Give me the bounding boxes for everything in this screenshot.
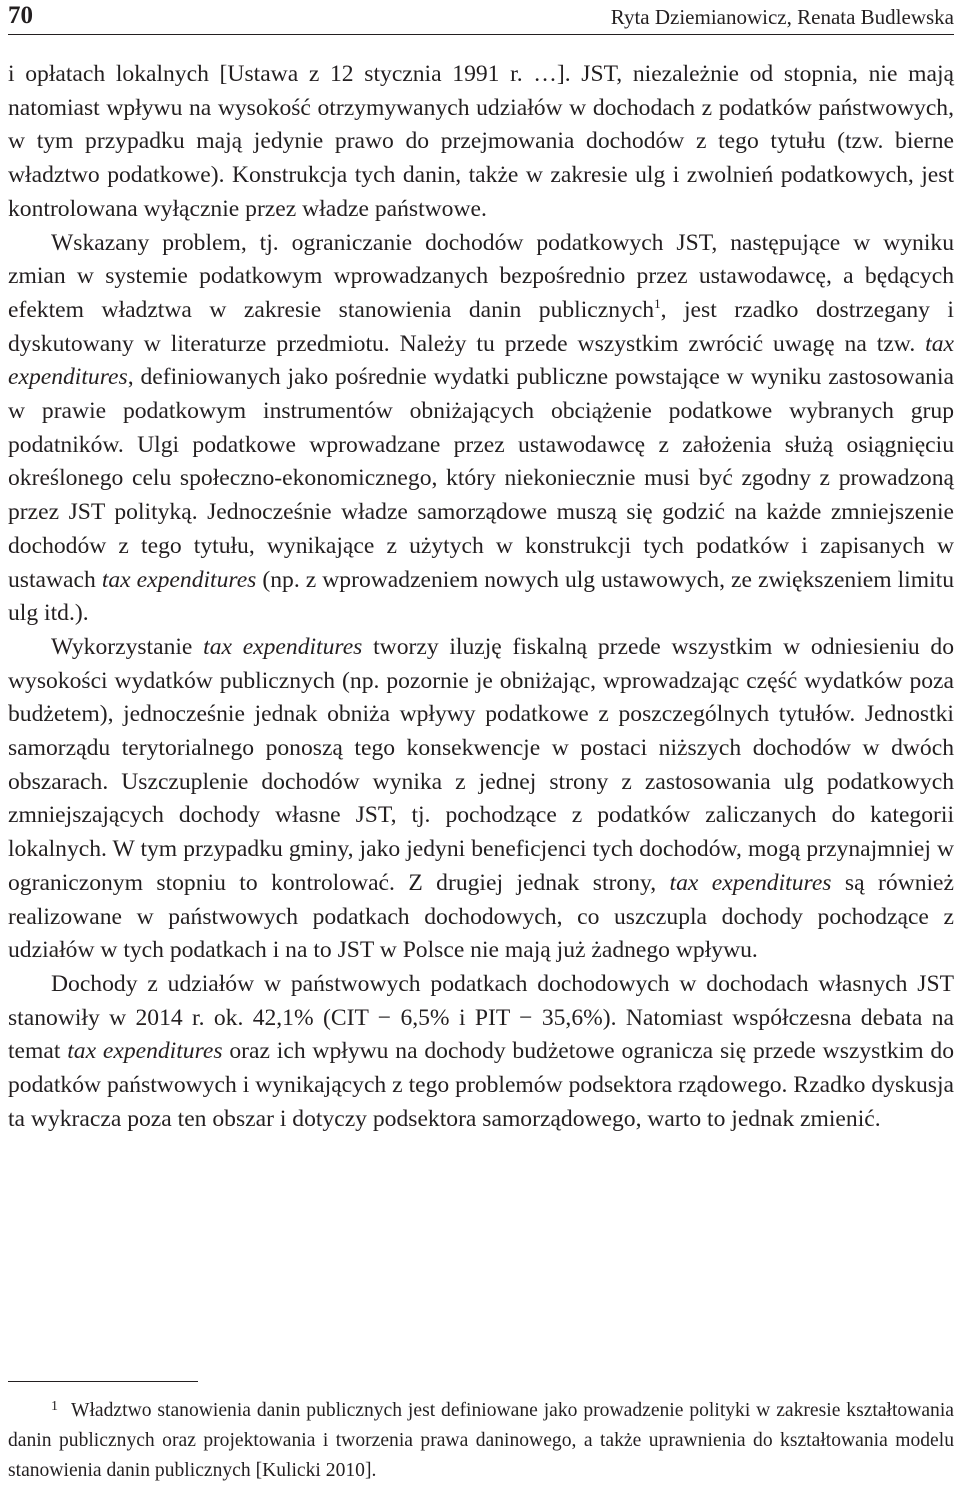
running-header	[8, 0, 954, 35]
italic-term: tax expenditures	[67, 1038, 223, 1065]
paragraph-4-text: Dochody z udziałów w państwowych podatkach dochodowych w dochodach własnych JST stanowiły w 2014 r. ok. 42,1% (CIT − 6,5% i PIT − 35,6%). Natomiast współczesna debata na temat	[8, 970, 954, 1065]
paragraph-3-text: są również realizowane w państwowych podatkach dochodowych, co uszczupla dochody pochodzące z udziałów w tych podatkach i na to JST w Polsce nie mają już żadnego wpływu.	[8, 869, 954, 964]
paragraph-4-text: oraz ich wpływu na dochody budżetowe ogranicza się przede wszystkim do podatków państwowych i wynikających z tego problemów podsektora rządowego. Rzadko dyskusja ta wykracza poza ten obszar i dotyczy podsektora samorządowego, warto to jednak zmienić.	[8, 1038, 955, 1132]
footnote: 1 Władztwo stanowienia danin publicznych jest definiowane jako prowadzenie polityki w zakresie kształtowania danin publicznych oraz projektowania i tworzenia prawa daninowego, a także uprawnienia do kształtowania modelu stanowienia danin publicznych [Kulicki 2010].	[8, 1399, 954, 1481]
document-page	[8, 0, 954, 1484]
paragraph-2-text: , definiowanych jako pośrednie wydatki publiczne powstające w wyniku zastosowania w prawie podatkowym instrumentów obniżających obciążenie podatkowe wybranych grup podatników. Ulgi podatkowe wprowadzane przez ustawodawcę z założenia służą osiągnięciu określonego celu społeczno-ekonomicznego, który niekoniecznie musi być zgodny z prowadzoną przez JST polityką. Jednocześnie władze samorządowe muszą się godzić na każde zmniejszenie dochodów z tego tytułu, wynikające z użytych w konstrukcji tych podatków i zapisanych w ustawach	[8, 364, 954, 593]
running-head-authors: Ryta Dziemianowicz, Renata Budlewska	[610, 5, 954, 29]
paragraph-2-text: Wskazany problem, tj. ograniczanie dochodów podatkowych JST, następujące w wyniku zmian w systemie podatkowym wprowadzanych bezpośrednio przez ustawodawcę, a będących efektem władztwa w zakresie stanowienia danin publicznych	[8, 229, 954, 323]
paragraph-1: i opłatach lokalnych [Ustawa z 12 stycznia 1991 r. …]. JST, niezależnie od stopnia, nie mają natomiast wpływu na wysokość otrzymywanych udziałów w dochodach z podatków państwowych, w tym przypadku mają jedynie prawo do przejmowania dochodów z tego tytułu (tzw. bierne władztwo podatkowe). Konstrukcja tych danin, także w zakresie ulg i zwolnień podatkowych, jest kontrolowana wyłącznie przez władze państwowe.	[8, 61, 954, 222]
paragraph-2-text: (np. z wprowadzeniem nowych ulg ustawowych, ze zwiększeniem limitu ulg itd.).	[8, 566, 955, 627]
paragraph-2-text: , jest rzadko dostrzegany i dyskutowany w literaturze przedmiotu. Należy tu przede wszystkim zwrócić uwagę na tzw.	[8, 296, 954, 357]
footnote-text: Władztwo stanowienia danin publicznych jest definiowane jako prowadzenie polityki w zakresie kształtowania danin publicznych oraz projektowania i tworzenia prawa daninowego, a także uprawnienia do kształtowania modelu stanowienia danin publicznych [Kulicki 2010].	[8, 1400, 954, 1481]
italic-term: tax expenditures	[203, 633, 363, 660]
paragraph-2	[8, 227, 954, 631]
paragraph-3-text: tworzy iluzję fiskalną przede wszystkim w odniesieniu do wysokości wydatków publicznych (np. pozornie je obniżając, wprowadzając część wydatków poza budżetem), jednocześnie jednak obniża wpływy podatkowe z poszczególnych tytułów. Jednostki samorządu terytorialnego ponoszą tego konsekwencje w postaci niższych dochodów w dwóch obszarach. Uszczuplenie dochodów wynika z jednej strony z zastosowania ulg podatkowych zmniejszających dochody własne JST, tj. pochodzące z podatków zaliczanych do kategorii lokalnych. W tym przypadku gminy, jako jedyni beneficjenci tych dochodów, mogą przynajmniej w ograniczonym stopniu to kontrolować. Z drugiej jednak strony,	[8, 633, 954, 896]
italic-term: tax expenditures	[669, 869, 832, 896]
body-text	[8, 58, 954, 1137]
page-number: 70	[8, 2, 33, 29]
paragraph-3-text: Wykorzystanie	[51, 633, 204, 660]
italic-term: tax expenditures	[8, 330, 954, 391]
paragraph-3	[8, 631, 954, 968]
footnote-divider	[8, 1381, 198, 1382]
footnote-reference[interactable]: 1	[654, 295, 661, 311]
paragraph-4	[8, 968, 954, 1137]
italic-term: tax expenditures	[101, 566, 257, 593]
